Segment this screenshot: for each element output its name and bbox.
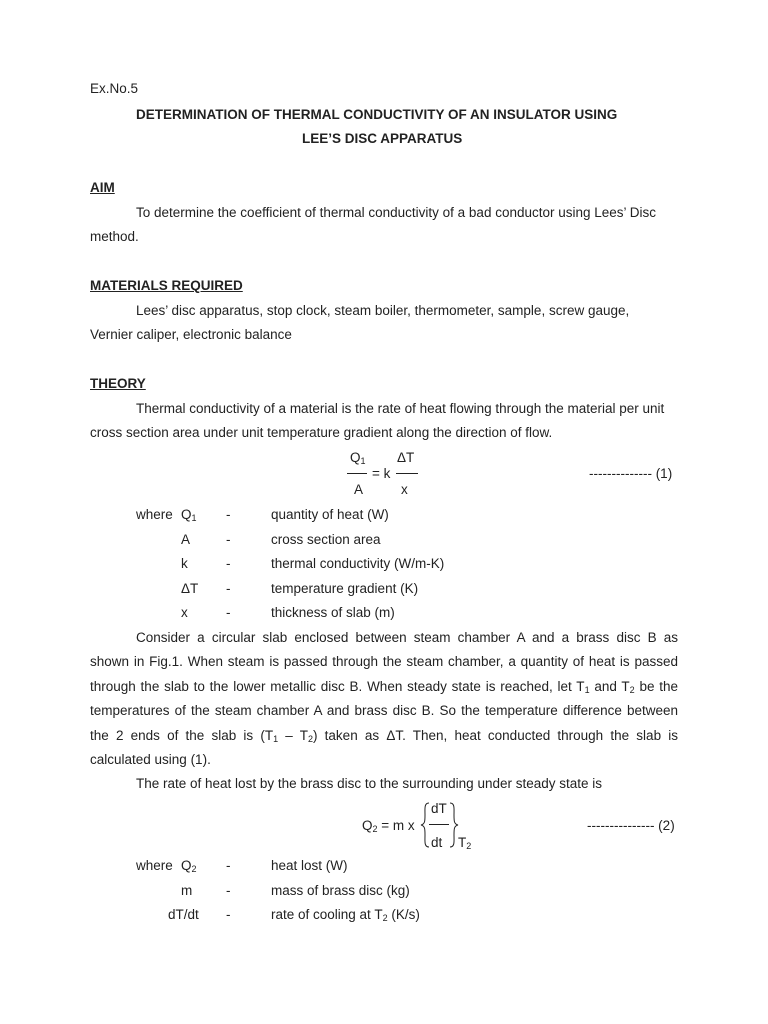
def2-3-dash: - xyxy=(226,907,231,922)
def1-description: quantity of heat (W) xyxy=(271,507,389,522)
aim-text-line-1: To determine the coefficient of thermal conductivity of a bad conductor using Lees’ Disc xyxy=(136,205,657,220)
def5-dash: - xyxy=(226,605,231,620)
def3-dash: - xyxy=(226,556,231,571)
def5-symbol: x xyxy=(181,605,188,620)
rate-of-heat-line: The rate of heat lost by the brass disc to the surrounding under steady state is xyxy=(136,776,603,791)
def2-1-description: heat lost (W) xyxy=(271,858,348,873)
para-line-2: shown in Fig.1. When steam is passed through the steam chamber, a quantity of heat is passed xyxy=(90,654,678,669)
where-label-1: where xyxy=(136,507,173,522)
para-line-1: Consider a circular slab enclosed between steam chamber A and a brass disc B as xyxy=(136,630,678,645)
def2-dash: - xyxy=(226,532,231,547)
para-line-5: the 2 ends of the slab is $(T_1 - T_2)$ taken as ΔT. Then, heat conducted through the slab is xyxy=(90,728,678,744)
def2-2-description: mass of brass disc (kg) xyxy=(271,883,410,898)
def2-3-description: rate of cooling at $T_2$ (K/s) xyxy=(271,907,420,923)
eq1-equals-k: = k xyxy=(372,466,391,481)
def2-symbol: A xyxy=(181,532,191,547)
eq2-denominator: dt xyxy=(431,835,443,850)
def1-symbol: $Q_1$ xyxy=(181,507,197,523)
eq2-numerator: dT xyxy=(431,801,447,816)
materials-heading: MATERIALS REQUIRED xyxy=(90,278,243,293)
eq1-numerator-right: ΔT xyxy=(397,450,415,465)
def5-description: thickness of slab (m) xyxy=(271,605,395,620)
eq2-lhs: $Q_2 = m$ x xyxy=(362,818,415,834)
where-label-2: where xyxy=(136,858,173,873)
theory-intro-line-1: Thermal conductivity of a material is the rate of heat flowing through the material per unit xyxy=(136,401,665,416)
eq1-fraction-bar-left xyxy=(347,473,367,474)
title-line-1: DETERMINATION OF THERMAL CONDUCTIVITY OF AN INSULATOR USING xyxy=(136,107,618,122)
def3-symbol: k xyxy=(181,556,188,571)
def2-1-dash: - xyxy=(226,858,231,873)
theory-intro-line-2: cross section area under unit temperature gradient along the direction of flow. xyxy=(90,425,553,440)
def2-description: cross section area xyxy=(271,532,381,547)
para-line-6: calculated using (1). xyxy=(90,752,211,767)
eq1-fraction-bar-right xyxy=(396,473,418,474)
eq1-denominator-right: x xyxy=(401,482,408,497)
def2-1-symbol: $Q_2$ xyxy=(181,858,197,874)
eq1-numerator-left: $Q_1$ xyxy=(350,450,366,466)
aim-heading: AIM xyxy=(90,180,115,195)
materials-text-line-1: Lees’ disc apparatus, stop clock, steam boiler, thermometer, sample, screw gauge, xyxy=(136,303,630,318)
eq1-denominator-left: A xyxy=(354,482,364,497)
title-line-2: LEE’S DISC APPARATUS xyxy=(302,131,463,146)
aim-text-line-2: method. xyxy=(90,229,139,244)
theory-heading: THEORY xyxy=(90,376,146,391)
def2-3-symbol: dT/dt xyxy=(168,907,199,922)
eq2-left-brace-icon xyxy=(419,801,431,849)
def2-2-symbol: m xyxy=(181,883,193,898)
def3-description: thermal conductivity (W/m-K) xyxy=(271,556,445,571)
materials-text-line-2: Vernier caliper, electronic balance xyxy=(90,327,292,342)
def4-description: temperature gradient (K) xyxy=(271,581,419,596)
eq2-fraction-bar xyxy=(429,824,449,825)
def2-2-dash: - xyxy=(226,883,231,898)
para-line-3: through the slab to the lower metallic disc B. When steady state is reached, let $T_1$ and $T_2$ be the xyxy=(90,679,678,695)
eq2-evaluated-at: $T_2$ xyxy=(458,835,472,851)
eq2-tag: --------------- (2) xyxy=(587,818,675,833)
eq1-tag: -------------- (1) xyxy=(589,466,673,481)
def1-dash: - xyxy=(226,507,231,522)
def4-symbol: ΔT xyxy=(181,581,199,596)
def4-dash: - xyxy=(226,581,231,596)
exercise-number: Ex.No.5 xyxy=(90,81,139,96)
para-line-4: temperatures of the steam chamber A and brass disc B. So the temperature difference between xyxy=(90,703,678,718)
